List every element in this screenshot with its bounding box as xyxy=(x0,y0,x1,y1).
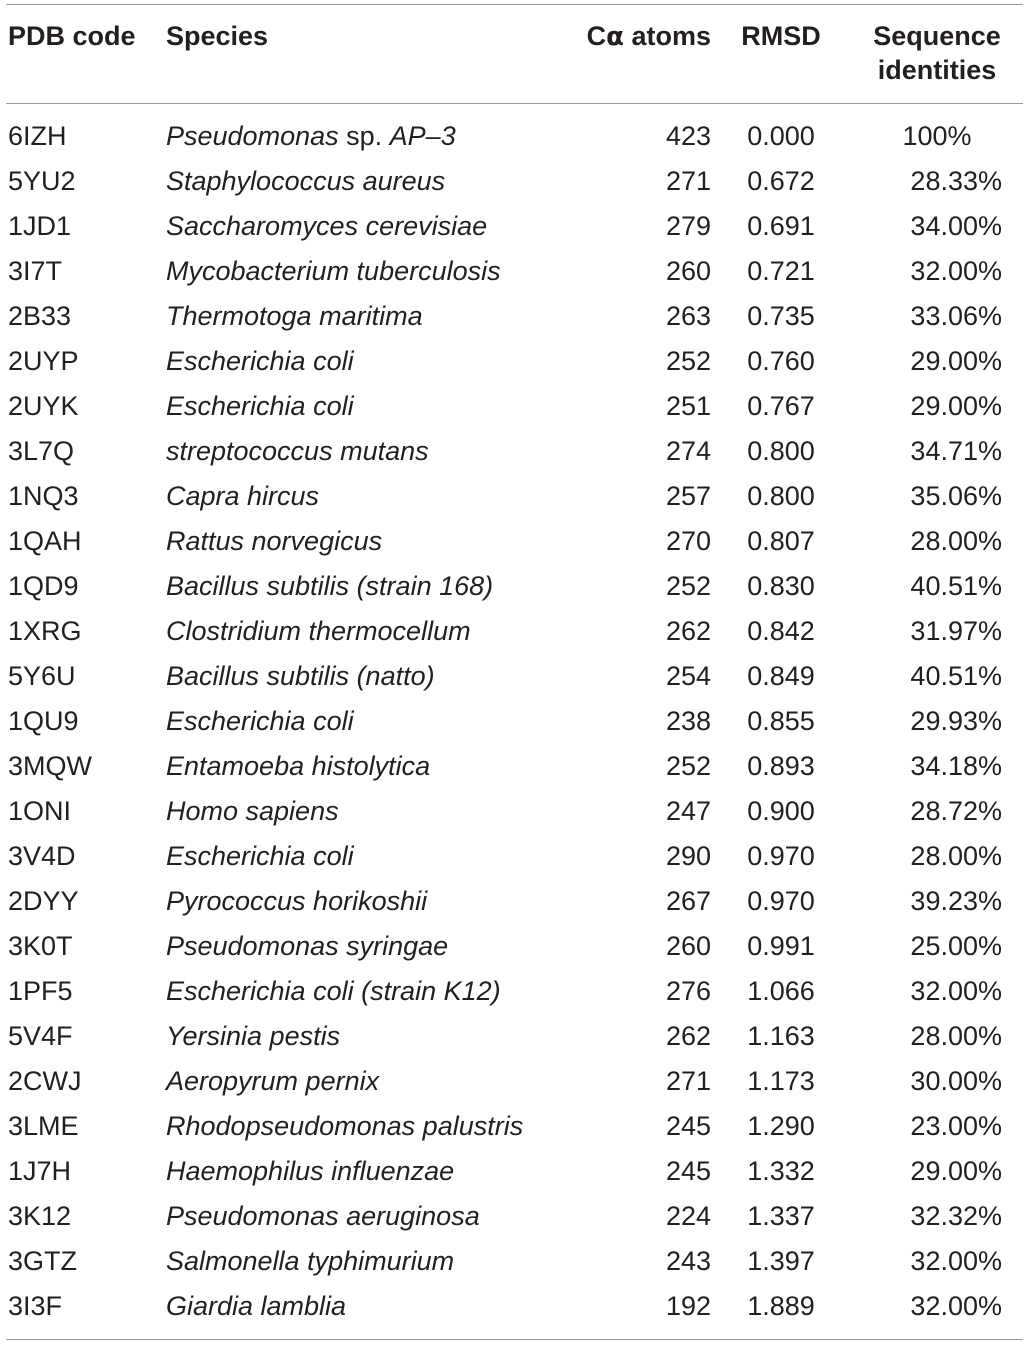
cell-sequence-identity xyxy=(851,969,1023,1014)
sequence-identity-value: 25.00% xyxy=(910,931,1002,961)
species-name: Bacillus subtilis (strain 168) xyxy=(166,571,494,601)
cell-rmsd xyxy=(711,384,851,429)
sequence-identity-value: 32.00% xyxy=(910,1291,1002,1321)
sequence-identity-value: 28.00% xyxy=(910,1021,1002,1051)
table-body xyxy=(6,104,1023,1340)
cell-rmsd xyxy=(711,699,851,744)
calpha-atoms-value: 252 xyxy=(665,571,711,601)
table-row xyxy=(6,1104,1023,1149)
species-qualifier: sp. xyxy=(338,121,390,151)
cell-rmsd xyxy=(711,609,851,654)
cell-calpha-atoms xyxy=(551,789,711,834)
cell-pdb-code: 1QU9 xyxy=(8,706,79,736)
cell-species xyxy=(166,474,551,519)
cell-rmsd xyxy=(711,294,851,339)
sequence-identity-value: 23.00% xyxy=(910,1111,1002,1141)
species-name: Pseudomonas syringae xyxy=(166,931,449,961)
cell-pdb-code: 3K12 xyxy=(8,1201,72,1231)
table-row xyxy=(6,1239,1023,1284)
cell-species xyxy=(166,1104,551,1149)
cell-rmsd xyxy=(711,159,851,204)
cell-pdb-code: 3L7Q xyxy=(8,436,75,466)
cell-sequence-identity xyxy=(851,789,1023,834)
cell-sequence-identity xyxy=(851,924,1023,969)
cell-species xyxy=(166,1239,551,1284)
species-name: Pyrococcus horikoshii xyxy=(166,886,428,916)
cell-species xyxy=(166,104,551,160)
cell-species xyxy=(166,969,551,1014)
cell-rmsd xyxy=(711,204,851,249)
cell-sequence-identity xyxy=(851,834,1023,879)
species-name: Thermotoga maritima xyxy=(166,301,423,331)
cell-pdb-code: 3LME xyxy=(8,1111,79,1141)
cell-sequence-identity xyxy=(851,474,1023,519)
header-row xyxy=(6,5,1023,104)
table-row xyxy=(6,924,1023,969)
cell-rmsd xyxy=(711,744,851,789)
cell-species xyxy=(166,924,551,969)
sequence-identity-value: 28.33% xyxy=(910,166,1002,196)
cell-sequence-identity xyxy=(851,1194,1023,1239)
cell-calpha-atoms xyxy=(551,564,711,609)
rmsd-value: 0.900 xyxy=(747,796,815,826)
rmsd-value: 0.807 xyxy=(747,526,815,556)
sequence-identity-value: 31.97% xyxy=(910,616,1002,646)
sequence-identity-value: 28.00% xyxy=(910,841,1002,871)
calpha-atoms-value: 274 xyxy=(665,436,711,466)
sequence-identity-value: 32.00% xyxy=(910,256,1002,286)
table-header xyxy=(6,5,1023,104)
cell-calpha-atoms xyxy=(551,1014,711,1059)
calpha-atoms-value: 257 xyxy=(665,481,711,511)
cell-pdb-code: 5Y6U xyxy=(8,661,76,691)
table-row xyxy=(6,1059,1023,1104)
cell-rmsd xyxy=(711,1149,851,1194)
header-calpha-suffix: atoms xyxy=(623,21,711,51)
cell-calpha-atoms xyxy=(551,294,711,339)
cell-calpha-atoms xyxy=(551,249,711,294)
table-row xyxy=(6,1194,1023,1239)
calpha-atoms-value: 279 xyxy=(665,211,711,241)
species-name: Escherichia coli xyxy=(166,346,354,376)
calpha-atoms-value: 260 xyxy=(665,931,711,961)
table-row xyxy=(6,249,1023,294)
cell-calpha-atoms xyxy=(551,924,711,969)
cell-rmsd xyxy=(711,104,851,160)
cell-species xyxy=(166,1014,551,1059)
rmsd-value: 0.842 xyxy=(747,616,815,646)
species-name: Escherichia coli xyxy=(166,391,354,421)
cell-sequence-identity xyxy=(851,1149,1023,1194)
calpha-atoms-value: 271 xyxy=(665,166,711,196)
calpha-atoms-value: 290 xyxy=(665,841,711,871)
table-row xyxy=(6,789,1023,834)
cell-species xyxy=(166,699,551,744)
table-row xyxy=(6,294,1023,339)
rmsd-value: 0.691 xyxy=(747,211,815,241)
cell-calpha-atoms xyxy=(551,879,711,924)
rmsd-value: 1.163 xyxy=(747,1021,815,1051)
cell-species xyxy=(166,834,551,879)
cell-sequence-identity xyxy=(851,1059,1023,1104)
species-name: Escherichia coli xyxy=(166,841,354,871)
rmsd-value: 1.889 xyxy=(747,1291,815,1321)
rmsd-value: 0.735 xyxy=(747,301,815,331)
cell-species xyxy=(166,249,551,294)
cell-sequence-identity xyxy=(851,339,1023,384)
calpha-atoms-value: 423 xyxy=(665,121,711,151)
cell-calpha-atoms xyxy=(551,699,711,744)
species-name: Capra hircus xyxy=(166,481,320,511)
calpha-atoms-value: 192 xyxy=(665,1291,711,1321)
table-row xyxy=(6,654,1023,699)
header-calpha-prefix: C xyxy=(586,21,607,51)
rmsd-value: 1.332 xyxy=(747,1156,815,1186)
cell-species xyxy=(166,879,551,924)
cell-rmsd xyxy=(711,879,851,924)
cell-pdb-code: 3GTZ xyxy=(8,1246,78,1276)
cell-sequence-identity xyxy=(851,1014,1023,1059)
cell-pdb-code: 1QAH xyxy=(8,526,82,556)
species-name: Mycobacterium tuberculosis xyxy=(166,256,501,286)
sequence-identity-value: 33.06% xyxy=(910,301,1002,331)
cell-calpha-atoms xyxy=(551,1239,711,1284)
cell-pdb-code: 1JD1 xyxy=(8,211,72,241)
cell-pdb-code: 2B33 xyxy=(8,301,72,331)
header-seq-line1: Sequence xyxy=(873,21,1001,51)
calpha-atoms-value: 262 xyxy=(665,616,711,646)
rmsd-value: 0.893 xyxy=(747,751,815,781)
cell-calpha-atoms xyxy=(551,104,711,160)
table-row xyxy=(6,1284,1023,1340)
cell-species xyxy=(166,204,551,249)
cell-calpha-atoms xyxy=(551,474,711,519)
cell-rmsd xyxy=(711,654,851,699)
sequence-identity-value: 35.06% xyxy=(910,481,1002,511)
header-calpha-atoms xyxy=(551,5,711,104)
cell-calpha-atoms xyxy=(551,1104,711,1149)
calpha-atoms-value: 276 xyxy=(665,976,711,1006)
cell-pdb-code: 3MQW xyxy=(8,751,92,781)
sequence-identity-value: 29.00% xyxy=(910,1156,1002,1186)
cell-pdb-code: 2UYK xyxy=(8,391,79,421)
calpha-atoms-value: 260 xyxy=(665,256,711,286)
calpha-atoms-value: 224 xyxy=(665,1201,711,1231)
calpha-atoms-value: 245 xyxy=(665,1111,711,1141)
cell-species xyxy=(166,789,551,834)
sequence-identity-value: 34.18% xyxy=(910,751,1002,781)
sequence-identity-value: 34.00% xyxy=(910,211,1002,241)
header-seq-line2: identities xyxy=(877,55,997,85)
species-name: Rhodopseudomonas palustris xyxy=(166,1111,524,1141)
calpha-atoms-value: 271 xyxy=(665,1066,711,1096)
cell-calpha-atoms xyxy=(551,159,711,204)
species-name: Aeropyrum pernix xyxy=(166,1066,380,1096)
sequence-identity-value: 32.00% xyxy=(910,976,1002,1006)
sequence-identity-value: 40.51% xyxy=(910,571,1002,601)
calpha-atoms-value: 267 xyxy=(665,886,711,916)
cell-species xyxy=(166,1284,551,1340)
rmsd-value: 1.173 xyxy=(747,1066,815,1096)
cell-rmsd xyxy=(711,1239,851,1284)
cell-pdb-code: 1PF5 xyxy=(8,976,73,1006)
calpha-atoms-value: 245 xyxy=(665,1156,711,1186)
sequence-identity-value: 28.72% xyxy=(910,796,1002,826)
rmsd-value: 0.970 xyxy=(747,886,815,916)
cell-rmsd xyxy=(711,1104,851,1149)
table-row xyxy=(6,699,1023,744)
cell-rmsd xyxy=(711,519,851,564)
rmsd-value: 0.800 xyxy=(747,436,815,466)
cell-pdb-code: 1ONI xyxy=(8,796,72,826)
calpha-atoms-value: 252 xyxy=(665,751,711,781)
cell-sequence-identity xyxy=(851,519,1023,564)
cell-rmsd xyxy=(711,924,851,969)
table-row xyxy=(6,104,1023,160)
cell-sequence-identity xyxy=(851,879,1023,924)
cell-sequence-identity xyxy=(851,609,1023,654)
cell-rmsd xyxy=(711,789,851,834)
cell-rmsd xyxy=(711,834,851,879)
sequence-identity-value: 39.23% xyxy=(910,886,1002,916)
table-row xyxy=(6,609,1023,654)
species-name: Yersinia pestis xyxy=(166,1021,341,1051)
cell-sequence-identity xyxy=(851,429,1023,474)
cell-species xyxy=(166,564,551,609)
cell-rmsd xyxy=(711,429,851,474)
cell-pdb-code: 3K0T xyxy=(8,931,73,961)
cell-sequence-identity xyxy=(851,699,1023,744)
calpha-atoms-value: 262 xyxy=(665,1021,711,1051)
header-sequence-identities xyxy=(851,5,1023,104)
sequence-identity-value: 100% xyxy=(902,121,972,151)
cell-species xyxy=(166,159,551,204)
cell-pdb-code: 1XRG xyxy=(8,616,82,646)
cell-rmsd xyxy=(711,1194,851,1239)
cell-calpha-atoms xyxy=(551,1149,711,1194)
rmsd-value: 1.066 xyxy=(747,976,815,1006)
sequence-identity-value: 29.00% xyxy=(910,391,1002,421)
cell-species xyxy=(166,654,551,699)
cell-species xyxy=(166,519,551,564)
cell-sequence-identity xyxy=(851,159,1023,204)
calpha-atoms-value: 238 xyxy=(665,706,711,736)
table-row xyxy=(6,429,1023,474)
cell-calpha-atoms xyxy=(551,519,711,564)
cell-species xyxy=(166,744,551,789)
cell-species xyxy=(166,384,551,429)
cell-calpha-atoms xyxy=(551,1194,711,1239)
table-row xyxy=(6,969,1023,1014)
cell-species xyxy=(166,609,551,654)
calpha-atoms-value: 252 xyxy=(665,346,711,376)
species-name: Bacillus subtilis (natto) xyxy=(166,661,435,691)
cell-species xyxy=(166,339,551,384)
table-row xyxy=(6,879,1023,924)
rmsd-value: 0.800 xyxy=(747,481,815,511)
calpha-atoms-value: 263 xyxy=(665,301,711,331)
cell-species xyxy=(166,429,551,474)
cell-rmsd xyxy=(711,564,851,609)
cell-sequence-identity xyxy=(851,1284,1023,1340)
cell-calpha-atoms xyxy=(551,339,711,384)
cell-calpha-atoms xyxy=(551,384,711,429)
sequence-identity-value: 29.00% xyxy=(910,346,1002,376)
table-row xyxy=(6,834,1023,879)
cell-sequence-identity xyxy=(851,744,1023,789)
table-row xyxy=(6,1149,1023,1194)
cell-rmsd xyxy=(711,1014,851,1059)
cell-pdb-code: 5V4F xyxy=(8,1021,73,1051)
species-name: Saccharomyces cerevisiae xyxy=(166,211,488,241)
cell-pdb-code: 1J7H xyxy=(8,1156,72,1186)
cell-calpha-atoms xyxy=(551,1059,711,1104)
table-row xyxy=(6,339,1023,384)
calpha-atoms-value: 270 xyxy=(665,526,711,556)
cell-rmsd xyxy=(711,339,851,384)
species-name: Salmonella typhimurium xyxy=(166,1246,455,1276)
cell-pdb-code: 6IZH xyxy=(8,121,67,151)
cell-species xyxy=(166,1194,551,1239)
cell-pdb-code: 1NQ3 xyxy=(8,481,79,511)
cell-sequence-identity xyxy=(851,1239,1023,1284)
rmsd-value: 1.397 xyxy=(747,1246,815,1276)
cell-rmsd xyxy=(711,249,851,294)
species-name: Giardia lamblia xyxy=(166,1291,347,1321)
species-name: Rattus norvegicus xyxy=(166,526,383,556)
cell-calpha-atoms xyxy=(551,654,711,699)
rmsd-value: 0.000 xyxy=(747,121,815,151)
cell-pdb-code: 1QD9 xyxy=(8,571,79,601)
calpha-atoms-value: 251 xyxy=(665,391,711,421)
header-alpha-symbol: α xyxy=(606,22,624,52)
species-name: Homo sapiens xyxy=(166,796,339,826)
cell-calpha-atoms xyxy=(551,609,711,654)
calpha-atoms-value: 247 xyxy=(665,796,711,826)
sequence-identity-value: 34.71% xyxy=(910,436,1002,466)
header-rmsd: RMSD xyxy=(741,21,821,51)
species-name: Entamoeba histolytica xyxy=(166,751,431,781)
calpha-atoms-value: 243 xyxy=(665,1246,711,1276)
rmsd-value: 1.290 xyxy=(747,1111,815,1141)
sequence-identity-value: 32.00% xyxy=(910,1246,1002,1276)
table-row xyxy=(6,159,1023,204)
cell-pdb-code: 3I3F xyxy=(8,1291,63,1321)
rmsd-value: 0.991 xyxy=(747,931,815,961)
header-species: Species xyxy=(166,21,269,51)
cell-calpha-atoms xyxy=(551,834,711,879)
cell-rmsd xyxy=(711,969,851,1014)
cell-sequence-identity xyxy=(851,249,1023,294)
cell-rmsd xyxy=(711,474,851,519)
species-name: Escherichia coli xyxy=(166,706,354,736)
species-name: Clostridium thermocellum xyxy=(166,616,471,646)
rmsd-value: 0.767 xyxy=(747,391,815,421)
rmsd-value: 0.830 xyxy=(747,571,815,601)
structure-comparison-table xyxy=(6,4,1023,1340)
species-name: Escherichia coli (strain K12) xyxy=(166,976,501,1006)
species-name: Staphylococcus aureus xyxy=(166,166,446,196)
cell-sequence-identity xyxy=(851,654,1023,699)
cell-calpha-atoms xyxy=(551,744,711,789)
cell-sequence-identity xyxy=(851,104,1023,160)
sequence-identity-value: 28.00% xyxy=(910,526,1002,556)
species-name: Haemophilus influenzae xyxy=(166,1156,455,1186)
cell-calpha-atoms xyxy=(551,429,711,474)
cell-sequence-identity xyxy=(851,564,1023,609)
rmsd-value: 0.672 xyxy=(747,166,815,196)
cell-pdb-code: 2UYP xyxy=(8,346,79,376)
cell-rmsd xyxy=(711,1059,851,1104)
species-name: Pseudomonas xyxy=(166,121,339,151)
sequence-identity-value: 40.51% xyxy=(910,661,1002,691)
cell-pdb-code: 3I7T xyxy=(8,256,63,286)
species-name: streptococcus mutans xyxy=(166,436,429,466)
cell-species xyxy=(166,1149,551,1194)
rmsd-value: 0.855 xyxy=(747,706,815,736)
structure-comparison-table-container xyxy=(6,4,1023,1340)
sequence-identity-value: 32.32% xyxy=(910,1201,1002,1231)
table-row xyxy=(6,474,1023,519)
cell-sequence-identity xyxy=(851,204,1023,249)
sequence-identity-value: 30.00% xyxy=(910,1066,1002,1096)
species-name: Pseudomonas aeruginosa xyxy=(166,1201,480,1231)
rmsd-value: 0.760 xyxy=(747,346,815,376)
cell-calpha-atoms xyxy=(551,1284,711,1340)
cell-pdb-code: 3V4D xyxy=(8,841,76,871)
rmsd-value: 0.970 xyxy=(747,841,815,871)
table-row xyxy=(6,564,1023,609)
sequence-identity-value: 29.93% xyxy=(910,706,1002,736)
header-pdb-code: PDB code xyxy=(8,21,136,51)
cell-pdb-code: 5YU2 xyxy=(8,166,76,196)
table-row xyxy=(6,204,1023,249)
calpha-atoms-value: 254 xyxy=(665,661,711,691)
cell-calpha-atoms xyxy=(551,204,711,249)
table-row xyxy=(6,744,1023,789)
cell-species xyxy=(166,294,551,339)
species-strain: AP–3 xyxy=(389,121,456,151)
table-row xyxy=(6,1014,1023,1059)
cell-sequence-identity xyxy=(851,1104,1023,1149)
cell-sequence-identity xyxy=(851,384,1023,429)
rmsd-value: 0.849 xyxy=(747,661,815,691)
cell-pdb-code: 2DYY xyxy=(8,886,79,916)
cell-pdb-code: 2CWJ xyxy=(8,1066,82,1096)
rmsd-value: 1.337 xyxy=(747,1201,815,1231)
table-row xyxy=(6,519,1023,564)
cell-sequence-identity xyxy=(851,294,1023,339)
rmsd-value: 0.721 xyxy=(747,256,815,286)
cell-calpha-atoms xyxy=(551,969,711,1014)
cell-species xyxy=(166,1059,551,1104)
table-row xyxy=(6,384,1023,429)
cell-rmsd xyxy=(711,1284,851,1340)
